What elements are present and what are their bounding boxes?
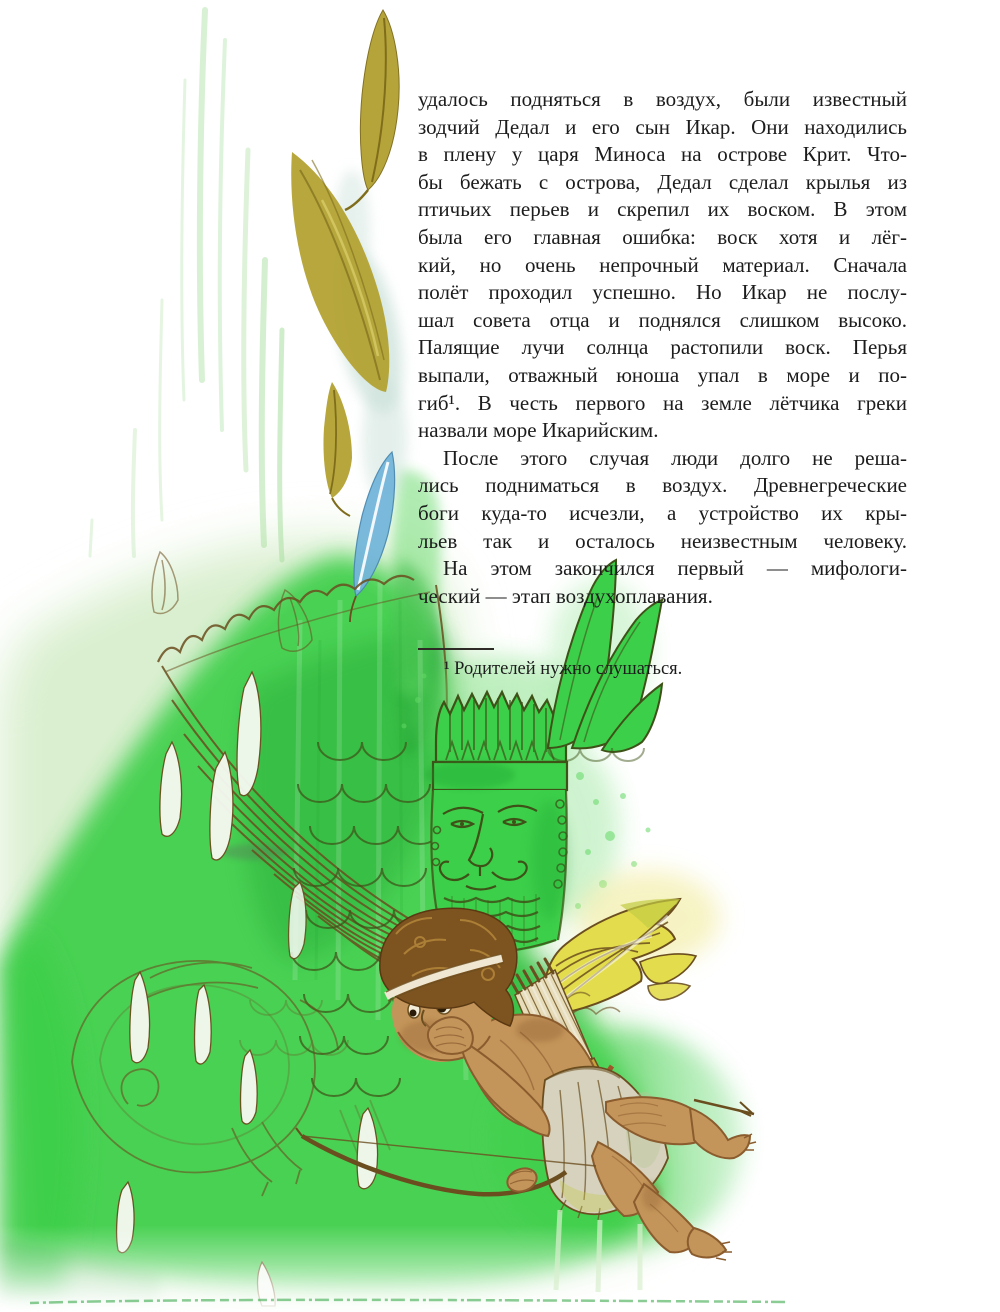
- text-column: [418, 86, 907, 681]
- text-line: удалось подняться в воздух, были известный: [418, 87, 907, 111]
- text-line: лись подниматься в воздух. Древнегреческие: [418, 473, 907, 498]
- text-line: полёт проходил успешно. Но Икар не послу-: [418, 280, 907, 305]
- pencil-streaks: [90, 10, 282, 560]
- text-lines: [418, 86, 907, 610]
- text-line: На этом закончился первый — мифологи-: [443, 556, 907, 581]
- text-line: назвали море Икарийским.: [418, 418, 659, 443]
- text-line: льев так и осталось неизвестным человеку.: [418, 528, 907, 553]
- footnote-text: ¹ Родителей нужно слушаться.: [444, 659, 683, 680]
- footnote-separator: [418, 648, 494, 650]
- text-line: в плену у царя Миноса на острове Крит. Что-: [418, 142, 907, 167]
- text-line: гиб¹. В честь первого на земле лётчика греки: [418, 390, 907, 415]
- text-line: После этого случая люди долго не реша-: [443, 445, 907, 470]
- text-line: выпали, отважный юноша упал в море и по-: [418, 362, 907, 387]
- text-line: шал совета отца и поднялся слишком высоко.: [418, 307, 907, 332]
- text-line: боги куда-то исчезли, а устройство их кры-: [418, 500, 907, 525]
- text-line: кий, но очень непрочный материал. Сначала: [418, 252, 907, 277]
- text-line: была его главная ошибка: воск хотя и лёг-: [418, 224, 907, 249]
- text-line: ческий — этап воздухоплавания.: [418, 583, 713, 608]
- olive-feather-2: [323, 382, 352, 516]
- text-line: бы бежать с острова, Дедал сделал крылья из: [418, 169, 907, 194]
- text-line: Палящие лучи солнца растопили воск. Перья: [418, 335, 907, 360]
- text-line: птичьих перьев и скрепил их воском. В этом: [418, 197, 907, 222]
- text-line: зодчий Дедал и его сын Икар. Они находились: [418, 114, 907, 139]
